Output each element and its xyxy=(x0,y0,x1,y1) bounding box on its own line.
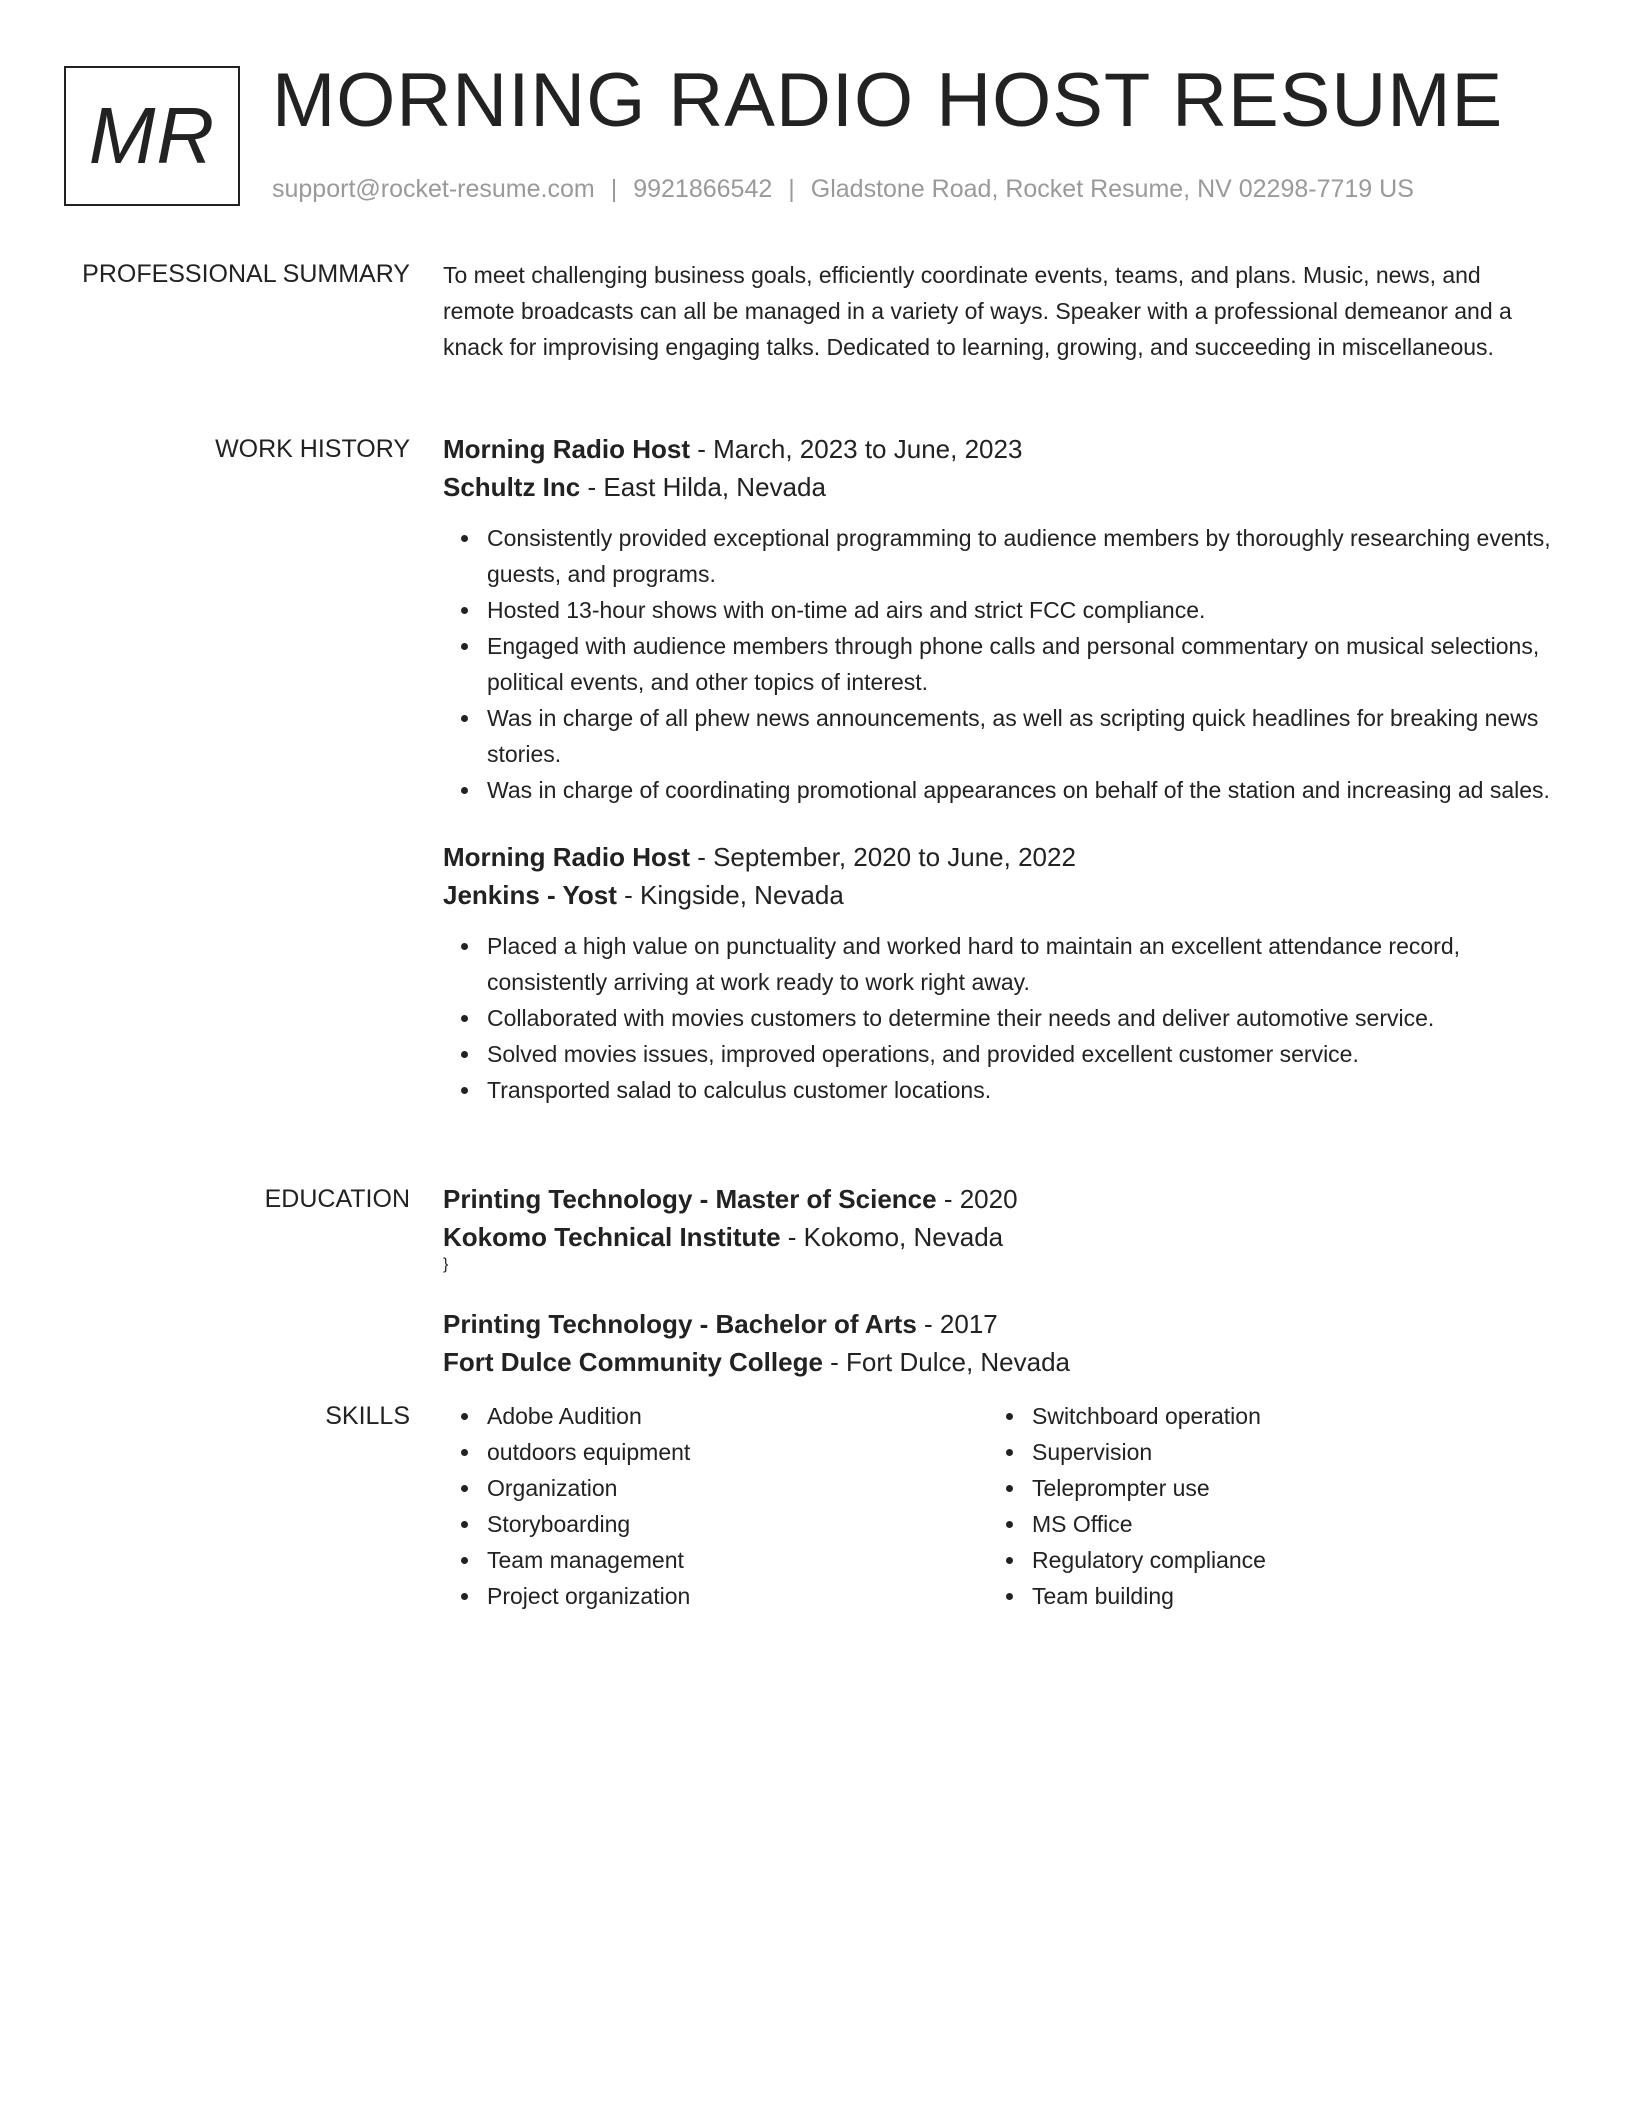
degree: Printing Technology - Bachelor of Arts xyxy=(443,1309,917,1339)
contact-line xyxy=(272,172,1414,206)
skills-column-right xyxy=(988,1398,1488,1614)
degree-year: - 2017 xyxy=(916,1309,998,1339)
summary-heading: PROFESSIONAL SUMMARY xyxy=(82,260,410,288)
contact-separator: | xyxy=(610,175,618,203)
monogram-box xyxy=(64,66,240,206)
job-duty: Transported salad to calculus customer locations. xyxy=(487,1072,1558,1108)
job-duties-list xyxy=(443,928,1558,1108)
job-duty: Engaged with audience members through phone calls and personal commentary on musical selections, political events, and other topics of interest. xyxy=(487,628,1558,700)
school-location: - Fort Dulce, Nevada xyxy=(822,1347,1071,1377)
degree-line xyxy=(443,1305,1558,1343)
contact-phone[interactable]: 9921866542 xyxy=(633,175,773,203)
job-duty: Was in charge of all phew news announcements, as well as scripting quick headlines for breaking news stories. xyxy=(487,700,1558,772)
skill-item: Organization xyxy=(487,1470,943,1506)
job-duty: Solved movies issues, improved operations, and provided excellent customer service. xyxy=(487,1036,1558,1072)
skill-item: Team management xyxy=(487,1542,943,1578)
skill-item: Team building xyxy=(1032,1578,1488,1614)
skills-list xyxy=(988,1398,1488,1614)
skill-item: outdoors equipment xyxy=(487,1434,943,1470)
skills-column-left xyxy=(443,1398,943,1614)
job-dates: - September, 2020 to June, 2022 xyxy=(689,842,1076,872)
job-duty: Hosted 13-hour shows with on-time ad airs and strict FCC compliance. xyxy=(487,592,1558,628)
job-location: - Kingside, Nevada xyxy=(616,880,844,910)
job-duty: Collaborated with movies customers to determine their needs and deliver automotive service. xyxy=(487,1000,1558,1036)
job-entry xyxy=(443,838,1558,1108)
degree-line xyxy=(443,1180,1558,1218)
school-line xyxy=(443,1218,1558,1256)
skill-item: Teleprompter use xyxy=(1032,1470,1488,1506)
skill-item: Adobe Audition xyxy=(487,1398,943,1434)
education-heading: EDUCATION xyxy=(264,1185,410,1213)
job-title: Morning Radio Host xyxy=(443,842,690,872)
skill-item: Storyboarding xyxy=(487,1506,943,1542)
resume-title: MORNING RADIO HOST RESUME xyxy=(272,58,1504,143)
summary-text: To meet challenging business goals, efficiently coordinate events, teams, and plans. Music, news, and remote broadcasts can all be managed in a variety of ways. Speaker with a professional demeanor and a knack for improvising engaging talks. Dedicated to learning, growing, and succeeding in miscellaneous. xyxy=(443,262,1512,360)
school-line xyxy=(443,1343,1558,1381)
education-entry: Printing Technology - Master of Science - 2020 Kokomo Technical Institute - Kokomo, Nevada } xyxy=(443,1180,1558,1274)
job-duty: Consistently provided exceptional programming to audience members by thoroughly researching events, guests, and programs. xyxy=(487,520,1558,592)
degree-year: - 2020 xyxy=(936,1184,1018,1214)
job-dates: - March, 2023 to June, 2023 xyxy=(689,434,1023,464)
job-company: Schultz Inc xyxy=(443,472,581,502)
job-title-line xyxy=(443,430,1558,468)
job-company-line xyxy=(443,876,1558,914)
school: Kokomo Technical Institute xyxy=(443,1222,781,1252)
skill-item: Regulatory compliance xyxy=(1032,1542,1488,1578)
skills-list xyxy=(443,1398,943,1614)
contact-separator: | xyxy=(788,175,795,203)
job-title-line xyxy=(443,838,1558,876)
job-title: Morning Radio Host xyxy=(443,434,690,464)
school-location: - Kokomo, Nevada xyxy=(780,1222,1004,1252)
skill-item: Switchboard operation xyxy=(1032,1398,1488,1434)
skill-item: MS Office xyxy=(1032,1506,1488,1542)
work-history-heading: WORK HISTORY xyxy=(215,435,410,463)
education-entry xyxy=(443,1305,1558,1381)
school: Fort Dulce Community College xyxy=(443,1347,823,1377)
monogram-initials: MR xyxy=(88,91,216,180)
job-location: - East Hilda, Nevada xyxy=(580,472,826,502)
skills-heading: SKILLS xyxy=(325,1402,410,1430)
job-duty: Placed a high value on punctuality and worked hard to maintain an excellent attendance record, consistently arriving at work ready to work right away. xyxy=(487,928,1558,1000)
contact-email[interactable]: support@rocket-resume.com xyxy=(272,175,595,203)
contact-address: Gladstone Road, Rocket Resume, NV 02298-7719 US xyxy=(810,175,1414,203)
job-duty: Was in charge of coordinating promotional appearances on behalf of the station and increasing ad sales. xyxy=(487,772,1558,808)
job-entry xyxy=(443,430,1558,808)
job-duties-list xyxy=(443,520,1558,808)
skill-item: Supervision xyxy=(1032,1434,1488,1470)
job-company: Jenkins - Yost xyxy=(443,880,617,910)
job-company-line xyxy=(443,468,1558,506)
skill-item: Project organization xyxy=(487,1578,943,1614)
degree: Printing Technology - Master of Science xyxy=(443,1184,937,1214)
